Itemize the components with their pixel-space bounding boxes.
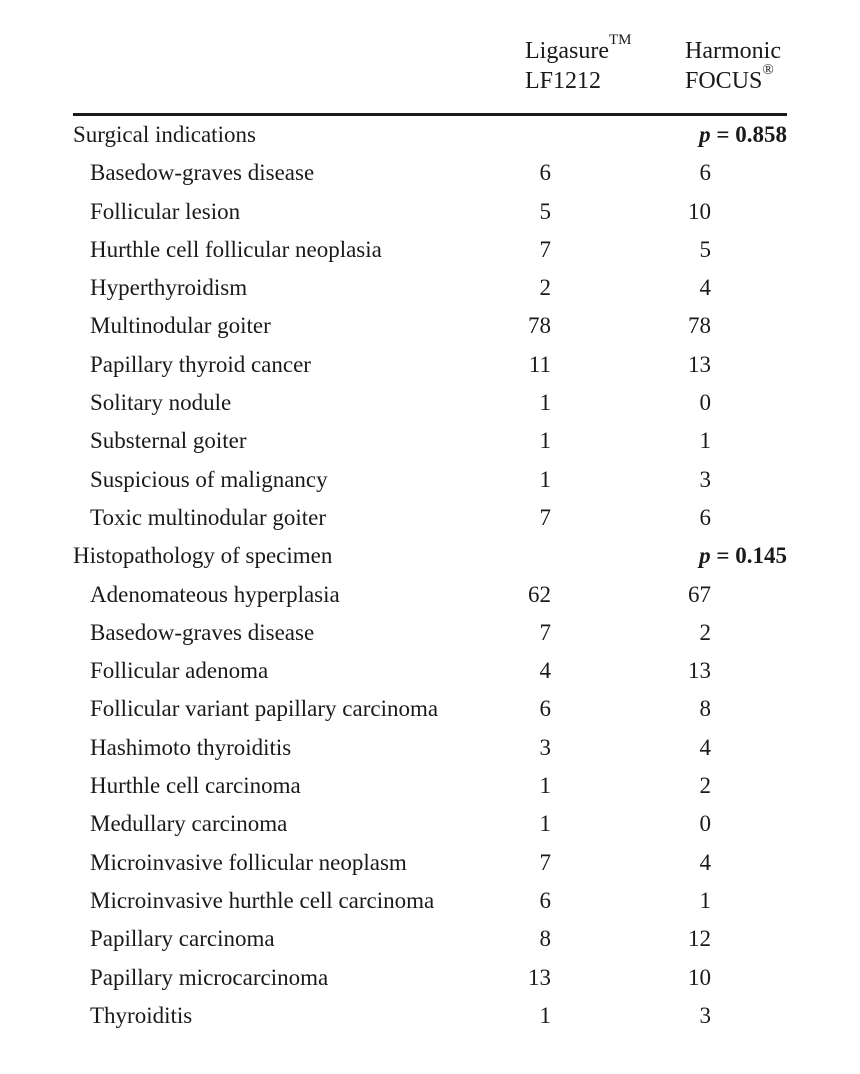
p-value-text: = 0.145 <box>716 543 787 569</box>
section-header-row <box>73 537 787 575</box>
table-row <box>73 307 787 345</box>
row-label: Hashimoto thyroiditis <box>90 734 292 760</box>
table-row <box>73 997 787 1035</box>
row-label: Basedow-graves disease <box>90 160 315 186</box>
ligasure-count: 7 <box>539 504 551 530</box>
row-label: Suspicious of malignancy <box>90 466 328 492</box>
row-label: Papillary microcarcinoma <box>90 964 329 990</box>
table-row <box>73 805 787 843</box>
table-header <box>73 32 787 116</box>
column-header-ligasure <box>525 32 632 96</box>
row-label: Solitary nodule <box>90 390 232 416</box>
ligasure-count: 1 <box>539 428 551 454</box>
ligasure-count: 1 <box>539 1002 551 1028</box>
row-label: Follicular adenoma <box>90 658 269 684</box>
table-row <box>73 844 787 882</box>
harmonic-count: 2 <box>699 773 711 799</box>
harmonic-count: 10 <box>688 964 711 990</box>
ligasure-count: 62 <box>528 581 551 607</box>
row-label: Medullary carcinoma <box>90 811 288 837</box>
row-label: Toxic multinodular goiter <box>90 504 327 530</box>
col2-model: FOCUS <box>685 68 763 94</box>
col1-trademark: TM <box>608 32 632 48</box>
table-body <box>73 116 787 1035</box>
p-value <box>699 116 787 154</box>
table-row <box>73 499 787 537</box>
section-header-row <box>73 116 787 154</box>
harmonic-count: 4 <box>699 275 711 301</box>
ligasure-count: 3 <box>539 734 551 760</box>
ligasure-count: 2 <box>539 275 551 301</box>
table-row <box>73 231 787 269</box>
harmonic-count: 13 <box>688 658 711 684</box>
p-symbol: p <box>699 122 711 147</box>
ligasure-count: 6 <box>539 696 551 722</box>
harmonic-count: 10 <box>688 198 711 224</box>
harmonic-count: 0 <box>699 390 711 416</box>
ligasure-count: 1 <box>539 466 551 492</box>
harmonic-count: 6 <box>699 160 711 186</box>
table-row <box>73 882 787 920</box>
harmonic-count: 13 <box>688 351 711 377</box>
row-label: Basedow-graves disease <box>90 619 315 645</box>
harmonic-count: 4 <box>699 849 711 875</box>
row-label: Multinodular goiter <box>90 313 271 339</box>
row-label: Hyperthyroidism <box>90 275 248 301</box>
row-label: Hurthle cell follicular neoplasia <box>90 236 382 262</box>
row-label: Follicular variant papillary carcinoma <box>90 696 439 722</box>
p-value-text: = 0.858 <box>716 122 787 147</box>
table-row <box>73 729 787 767</box>
harmonic-count: 8 <box>699 696 711 722</box>
section-title: Surgical indications <box>73 122 256 147</box>
table-row <box>73 614 787 652</box>
harmonic-count: 6 <box>699 504 711 530</box>
ligasure-count: 7 <box>539 236 551 262</box>
harmonic-count: 12 <box>688 926 711 952</box>
row-label: Adenomateous hyperplasia <box>90 581 340 607</box>
ligasure-count: 13 <box>528 964 551 990</box>
ligasure-count: 7 <box>539 619 551 645</box>
ligasure-count: 5 <box>539 198 551 224</box>
ligasure-count: 6 <box>539 887 551 913</box>
ligasure-count: 6 <box>539 160 551 186</box>
table-row <box>73 422 787 460</box>
row-label: Papillary thyroid cancer <box>90 351 311 377</box>
harmonic-count: 2 <box>699 619 711 645</box>
ligasure-count: 11 <box>528 351 551 377</box>
ligasure-count: 1 <box>539 390 551 416</box>
ligasure-count: 78 <box>528 313 551 339</box>
p-symbol: p <box>699 543 711 569</box>
harmonic-count: 0 <box>699 811 711 837</box>
column-header-harmonic <box>685 36 781 96</box>
harmonic-count: 3 <box>699 1002 711 1028</box>
ligasure-count: 1 <box>539 773 551 799</box>
table-row <box>73 461 787 499</box>
table-row <box>73 154 787 192</box>
row-label: Hurthle cell carcinoma <box>90 773 301 799</box>
table-row <box>73 959 787 997</box>
harmonic-count: 3 <box>699 466 711 492</box>
table-row <box>73 920 787 958</box>
harmonic-count: 1 <box>699 428 711 454</box>
harmonic-count: 5 <box>699 236 711 262</box>
row-label: Microinvasive hurthle cell carcinoma <box>90 887 435 913</box>
table-row <box>73 576 787 614</box>
ligasure-count: 1 <box>539 811 551 837</box>
table-row <box>73 193 787 231</box>
harmonic-count: 4 <box>699 734 711 760</box>
section-title: Histopathology of specimen <box>73 543 333 569</box>
table-row <box>73 346 787 384</box>
row-label: Substernal goiter <box>90 428 247 454</box>
table-row <box>73 269 787 307</box>
data-table <box>73 32 787 1035</box>
ligasure-count: 4 <box>539 658 551 684</box>
col1-model: LF1212 <box>525 68 602 94</box>
row-label: Follicular lesion <box>90 198 241 224</box>
col2-registered: ® <box>762 62 774 78</box>
table-row <box>73 652 787 690</box>
ligasure-count: 7 <box>539 849 551 875</box>
table-row <box>73 690 787 728</box>
col2-name: Harmonic <box>685 38 781 64</box>
p-value <box>699 537 787 575</box>
row-label: Papillary carcinoma <box>90 926 275 952</box>
harmonic-count: 67 <box>688 581 711 607</box>
col1-name: Ligasure <box>525 38 609 64</box>
row-label: Thyroiditis <box>90 1002 193 1028</box>
harmonic-count: 78 <box>688 313 711 339</box>
row-label: Microinvasive follicular neoplasm <box>90 849 407 875</box>
table-row <box>73 767 787 805</box>
ligasure-count: 8 <box>539 926 551 952</box>
table-row <box>73 384 787 422</box>
harmonic-count: 1 <box>699 887 711 913</box>
